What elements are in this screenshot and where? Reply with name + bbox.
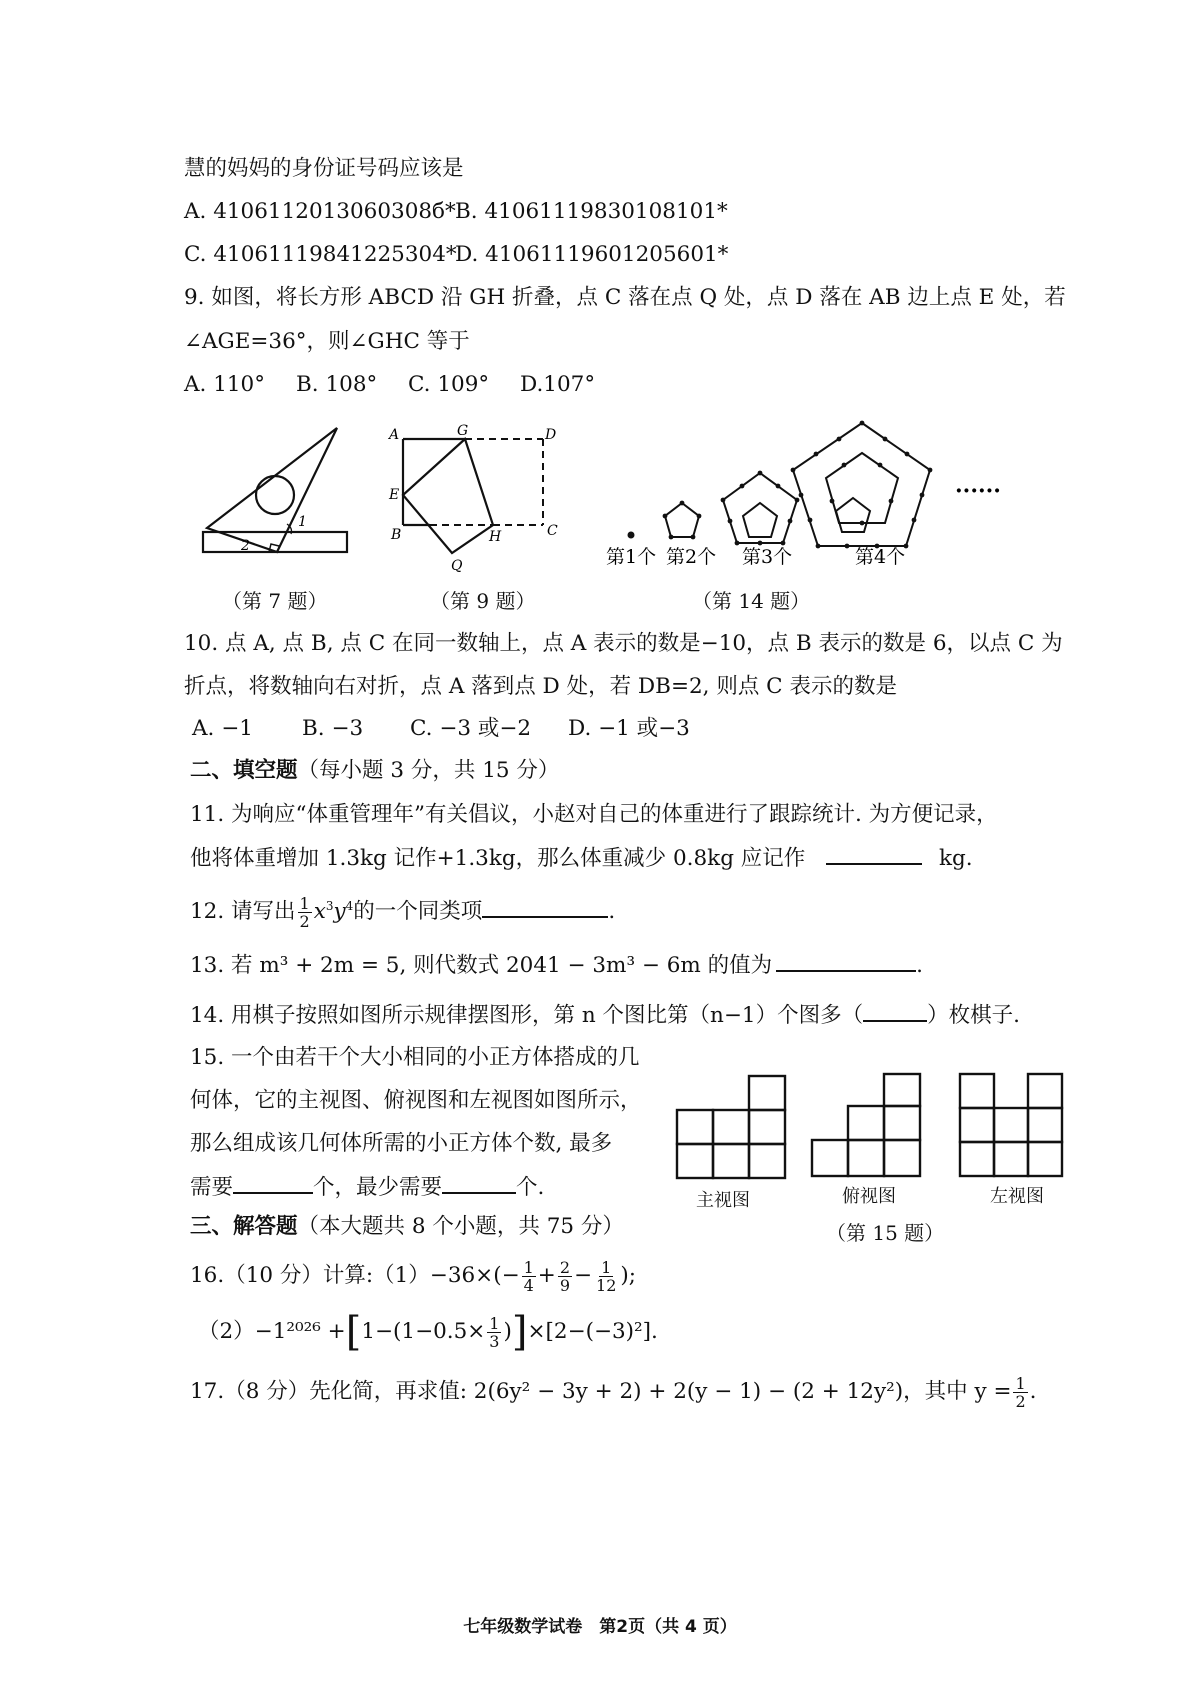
q12-answer-blank[interactable]	[482, 896, 608, 918]
q16-frac-3	[594, 1259, 618, 1294]
q12-prefix: 12. 请写出	[190, 899, 296, 925]
q15-max-blank[interactable]	[233, 1172, 313, 1194]
label-g: G	[457, 423, 469, 439]
label-q: Q	[451, 558, 463, 574]
q14-text: 14. 用棋子按照如图所示规律摆图形，第 n 个图比第（n−1）个图多（	[190, 1003, 864, 1028]
q16-f1-den: 4	[523, 1275, 534, 1295]
q16-end1: );	[620, 1263, 637, 1288]
front-view	[677, 1076, 785, 1178]
q16-part1	[190, 1254, 636, 1298]
q16-inner2: )	[503, 1319, 512, 1344]
section-2-heading	[190, 756, 559, 786]
q10-line2: 折点，将数轴向右对折，点 A 落到点 D 处，若 DB=2, 则点 C 表示的数是	[184, 674, 897, 699]
triangle-outline	[207, 428, 337, 552]
q9-option-c: C. 109°	[408, 372, 490, 397]
q13-end: .	[916, 953, 923, 978]
q16-minus: −	[574, 1263, 593, 1288]
figure-15-views	[672, 1070, 1082, 1190]
q11-line1: 11. 为响应“体重管理年”有关倡议，小赵对自己的体重进行了跟踪统计. 为方便记录，	[190, 802, 998, 827]
pattern-1	[629, 533, 634, 538]
q13-answer-blank[interactable]	[776, 950, 916, 972]
q15-line2: 何体，它的主视图、俯视图和左视图如图所示，	[190, 1088, 642, 1113]
figure-9	[385, 425, 575, 575]
caption-fig9: （第 9 题）	[430, 589, 536, 613]
q12-exp-x: 3	[325, 899, 334, 913]
label-h: H	[489, 529, 502, 545]
left-view-label: 左视图	[990, 1186, 1044, 1207]
angle-2-label: 2	[241, 538, 250, 554]
section-3-note: （本大题共 8 个小题，共 75 分）	[297, 1214, 624, 1239]
q13-text: 13. 若 m³ + 2m = 5, 则代数式 2041 − 3m³ − 6m 的值为	[190, 953, 773, 978]
q16-tail: ×[2−(−3)²].	[527, 1319, 658, 1344]
left-view	[960, 1074, 1062, 1176]
page-footer: 七年级数学试卷 第2页（共 4 页）	[463, 1617, 737, 1637]
q8-continuation: 慧的妈妈的身份证号码应该是	[184, 156, 464, 181]
q17-frac-num: 1	[1015, 1373, 1026, 1393]
q12-exp-y: 4	[345, 899, 354, 913]
q9-option-a: A. 110°	[184, 372, 265, 397]
pattern-label-4: 第4个	[855, 546, 906, 568]
q15-text-a: 需要	[190, 1175, 234, 1200]
q16-f3-num: 1	[601, 1257, 612, 1277]
q16-p2-prefix: （2）−1²⁰²⁶ +	[198, 1319, 346, 1344]
q10-line1: 10. 点 A, 点 B, 点 C 在同一数轴上，点 A 表示的数是−10，点 B 表示的数是 6，以点 C 为	[184, 631, 1063, 656]
q16-plus: +	[537, 1263, 556, 1288]
pattern-ellipsis: ······	[955, 478, 1001, 504]
section-3-heading	[190, 1212, 624, 1242]
q15-line3: 那么组成该几何体所需的小正方体个数, 最多	[190, 1131, 613, 1156]
label-a: A	[389, 427, 400, 443]
q12-end: .	[608, 899, 616, 925]
q16-prefix: 16.（10 分）计算:（1）−36×(−	[190, 1263, 520, 1288]
figure-7	[195, 420, 355, 560]
q15-text-b: 个，最少需要	[313, 1175, 443, 1200]
q16-frac-1	[522, 1259, 536, 1294]
right-bracket: ]	[511, 1309, 528, 1355]
q17-end: .	[1029, 1379, 1037, 1404]
q11-unit: kg.	[939, 846, 973, 871]
q17-text: 17.（8 分）先化简，再求值: 2(6y² − 3y + 2) + 2(y − 1) − (2 + 12y²)，其中 y =	[190, 1379, 1012, 1404]
q10-option-c: C. −3 或−2	[410, 716, 532, 741]
front-view-label: 主视图	[696, 1190, 750, 1211]
q15-text-c: 个.	[516, 1175, 545, 1200]
q17-fraction	[1013, 1375, 1027, 1410]
q16-f4-den: 3	[489, 1331, 500, 1351]
top-view	[812, 1074, 920, 1176]
q9-line2: ∠AGE=36°，则∠GHC 等于	[184, 329, 470, 354]
q8-option-c: C. 41061119841225304*	[184, 242, 457, 267]
q14-answer-blank[interactable]	[863, 1000, 927, 1022]
top-view-label: 俯视图	[842, 1186, 896, 1207]
pattern-2	[665, 503, 699, 537]
q8-option-b: B. 41061119830108101*	[455, 199, 728, 224]
caption-fig14: （第 14 题）	[692, 589, 811, 613]
q16-frac-2	[558, 1259, 572, 1294]
figure-14	[600, 408, 1020, 573]
q10-option-d: D. −1 或−3	[568, 716, 690, 741]
pattern-label-2: 第2个	[666, 546, 717, 568]
q12-line	[190, 886, 615, 932]
q16-part2	[198, 1310, 658, 1354]
q8-option-a: A. 4106112013060308б*	[184, 199, 456, 224]
q9-line1: 9. 如图，将长方形 ABCD 沿 GH 折叠，点 C 落在点 Q 处，点 D 落在 AB 边上点 E 处，若	[184, 285, 1066, 310]
q16-f4-num: 1	[489, 1313, 500, 1333]
pattern-label-1: 第1个	[606, 546, 657, 568]
q12-suffix: 的一个同类项	[353, 899, 483, 925]
q15-line4	[190, 1172, 544, 1203]
q9-option-b: B. 108°	[296, 372, 378, 397]
q16-f2-num: 2	[559, 1257, 570, 1277]
q9-option-d: D.107°	[520, 372, 596, 397]
q11-line2	[190, 843, 973, 874]
label-d: D	[545, 427, 557, 443]
q12-frac-den: 2	[299, 911, 310, 931]
section-3-title: 三、解答题	[190, 1214, 298, 1239]
q16-f2-den: 9	[559, 1275, 570, 1295]
q16-inner: 1−(1−0.5×	[361, 1319, 486, 1344]
q17-frac-den: 2	[1015, 1391, 1026, 1411]
q16-frac-4	[487, 1315, 501, 1350]
q10-option-b: B. −3	[302, 716, 364, 741]
label-b: B	[391, 527, 402, 543]
q10-option-a: A. −1	[192, 716, 253, 741]
caption-fig15: （第 15 题）	[826, 1221, 945, 1245]
q13-line	[190, 950, 923, 981]
section-2-note: （每小题 3 分，共 15 分）	[297, 758, 560, 783]
label-e: E	[389, 487, 400, 503]
angle-1-label: 1	[298, 514, 307, 530]
q8-option-d: D. 41061119601205601*	[455, 242, 729, 267]
triangle-hole	[256, 476, 294, 514]
q12-fraction	[298, 895, 312, 930]
q12-var-y: y	[333, 899, 346, 925]
pattern-label-3: 第3个	[742, 546, 793, 568]
q15-line1: 15. 一个由若干个大小相同的小正方体搭成的几	[190, 1045, 640, 1070]
q17-line	[190, 1370, 1037, 1414]
q11-text: 他将体重增加 1.3kg 记作+1.3kg，那么体重减少 0.8kg 应记作	[190, 846, 806, 871]
q16-f1-num: 1	[523, 1257, 534, 1277]
label-c: C	[547, 523, 558, 539]
q12-var-x: x	[313, 899, 326, 925]
q11-answer-blank[interactable]	[826, 843, 922, 865]
section-2-title: 二、填空题	[190, 758, 298, 783]
q16-f3-den: 12	[596, 1275, 617, 1295]
q14-line	[190, 1000, 1020, 1031]
q15-min-blank[interactable]	[442, 1172, 516, 1194]
left-bracket: [	[345, 1309, 362, 1355]
q12-frac-num: 1	[299, 893, 310, 913]
caption-fig7: （第 7 题）	[222, 589, 328, 613]
folded-quadrilateral	[403, 439, 493, 553]
q14-end: ）枚棋子.	[927, 1003, 1020, 1028]
